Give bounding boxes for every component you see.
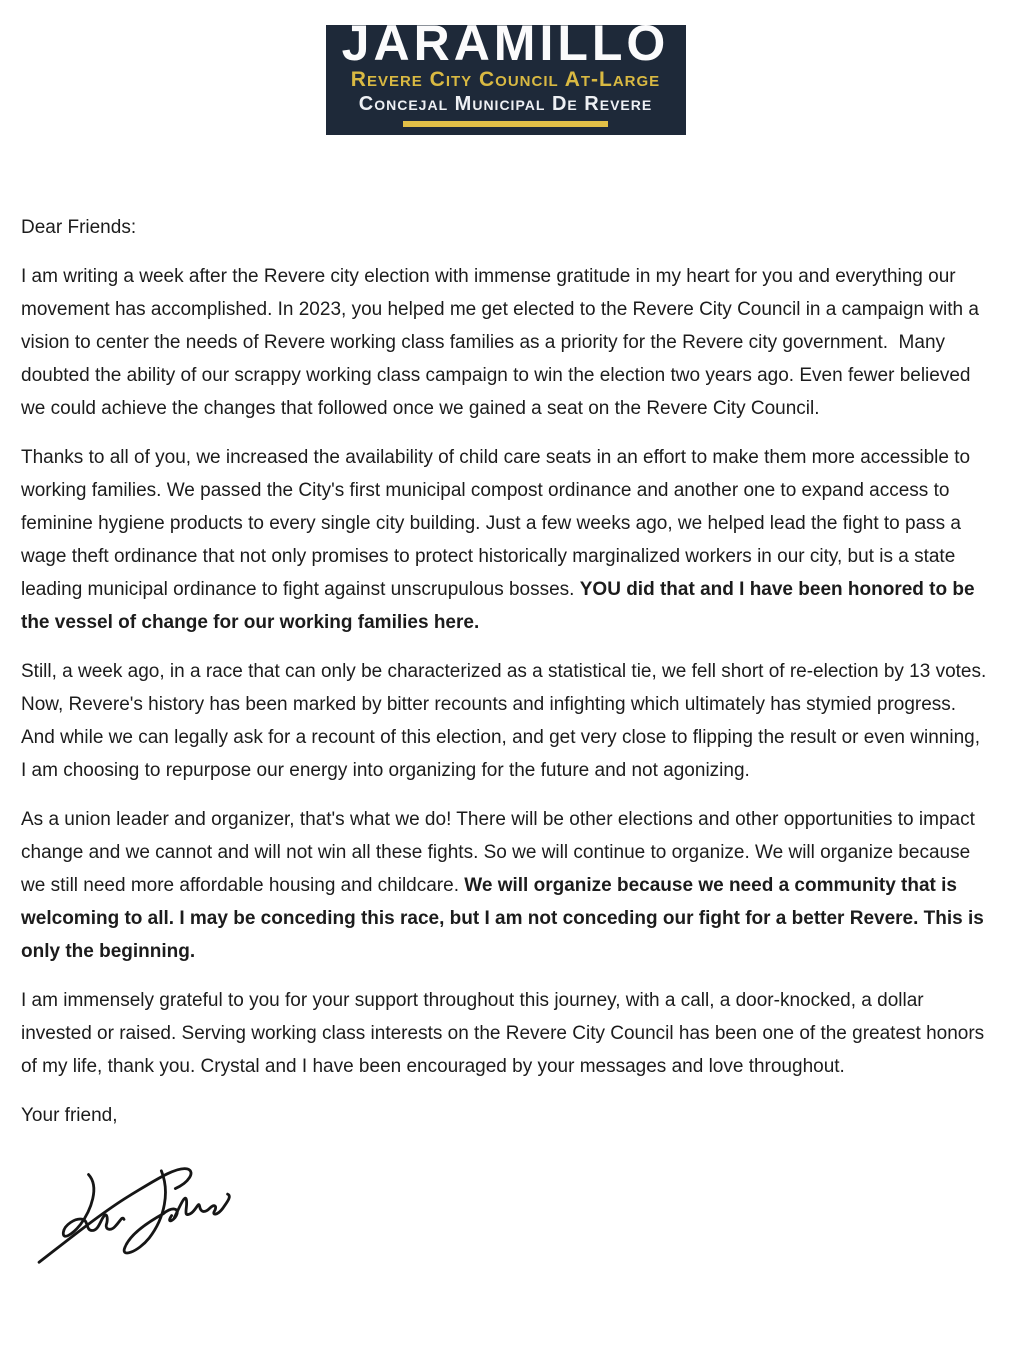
paragraph-text: I am immensely grateful to you for your support throughout this journey, with a call, a door-knocked, a dollar invested or raised. Serving working class interests on the Revere City Council has been one of the greatest honors of my life, thank you. Crystal and I have been encouraged by your messages and love throughout. bbox=[21, 990, 990, 1077]
paragraph-4 bbox=[21, 803, 990, 968]
logo-subtitle-english: Revere City Council At-Large bbox=[350, 68, 661, 91]
paragraph-bold-text: We will organize because we need a community that is welcoming to all. I may be conceding this race, but I am not conceding our fight for a better Revere. This is only the beginning. bbox=[21, 875, 990, 962]
paragraph-text: As a union leader and organizer, that's what we do! There will be other elections and other opportunities to impact change and we cannot and will not win all these fights. So we will continue to organize. We will organize because we still need more affordable housing and childcare. bbox=[21, 809, 981, 896]
salutation: Dear Friends: bbox=[21, 217, 137, 238]
paragraph-bold-text: YOU did that and I have been honored to be the vessel of change for our working families here. bbox=[21, 579, 980, 633]
handwritten-signature bbox=[33, 1154, 243, 1266]
logo-subtitle-spanish: Concejal Municipal De Revere bbox=[358, 92, 653, 115]
paragraph-1 bbox=[21, 260, 990, 425]
paragraph-2 bbox=[21, 441, 990, 639]
paragraph-text: I am writing a week after the Revere city election with immense gratitude in my heart for you and everything our movement has accomplished. In 2023, you helped me get elected to the Revere City Council in a campaign with a vision to center the needs of Revere working class families as a priority for the Revere city government. Many doubted the ability of our scrappy working class campaign to win the election two years ago. Even fewer believed we could achieve the changes that followed once we gained a seat on the Revere City Council. bbox=[21, 266, 985, 419]
logo-underline bbox=[403, 121, 608, 127]
paragraph-3 bbox=[21, 655, 990, 787]
paragraph-text: Thanks to all of you, we increased the availability of child care seats in an effort to make them more accessible to working families. We passed the City's first municipal compost ordinance and another one to expand access to feminine hygiene products to every single city building. Just a few weeks ago, we helped lead the fight to pass a wage theft ordinance that not only promises to protect historically marginalized workers in our city, but is a state leading municipal ordinance to fight against unscrupulous bosses. bbox=[21, 447, 976, 600]
paragraph-text: Still, a week ago, in a race that can only be characterized as a statistical tie, we fell short of re-election by 13 votes. Now, Revere's history has been marked by bitter recounts and infighting which ultimately has stymied progress. And while we can legally ask for a recount of this election, and get very close to flipping the result or even winning, I am choosing to repurpose our energy into organizing for the future and not agonizing. bbox=[21, 661, 992, 781]
letter-body bbox=[21, 211, 990, 1266]
campaign-logo bbox=[326, 25, 686, 135]
closing: Your friend, bbox=[21, 1105, 118, 1126]
logo-candidate-name: JARAMILLO bbox=[341, 25, 670, 71]
paragraph-5 bbox=[21, 984, 990, 1083]
